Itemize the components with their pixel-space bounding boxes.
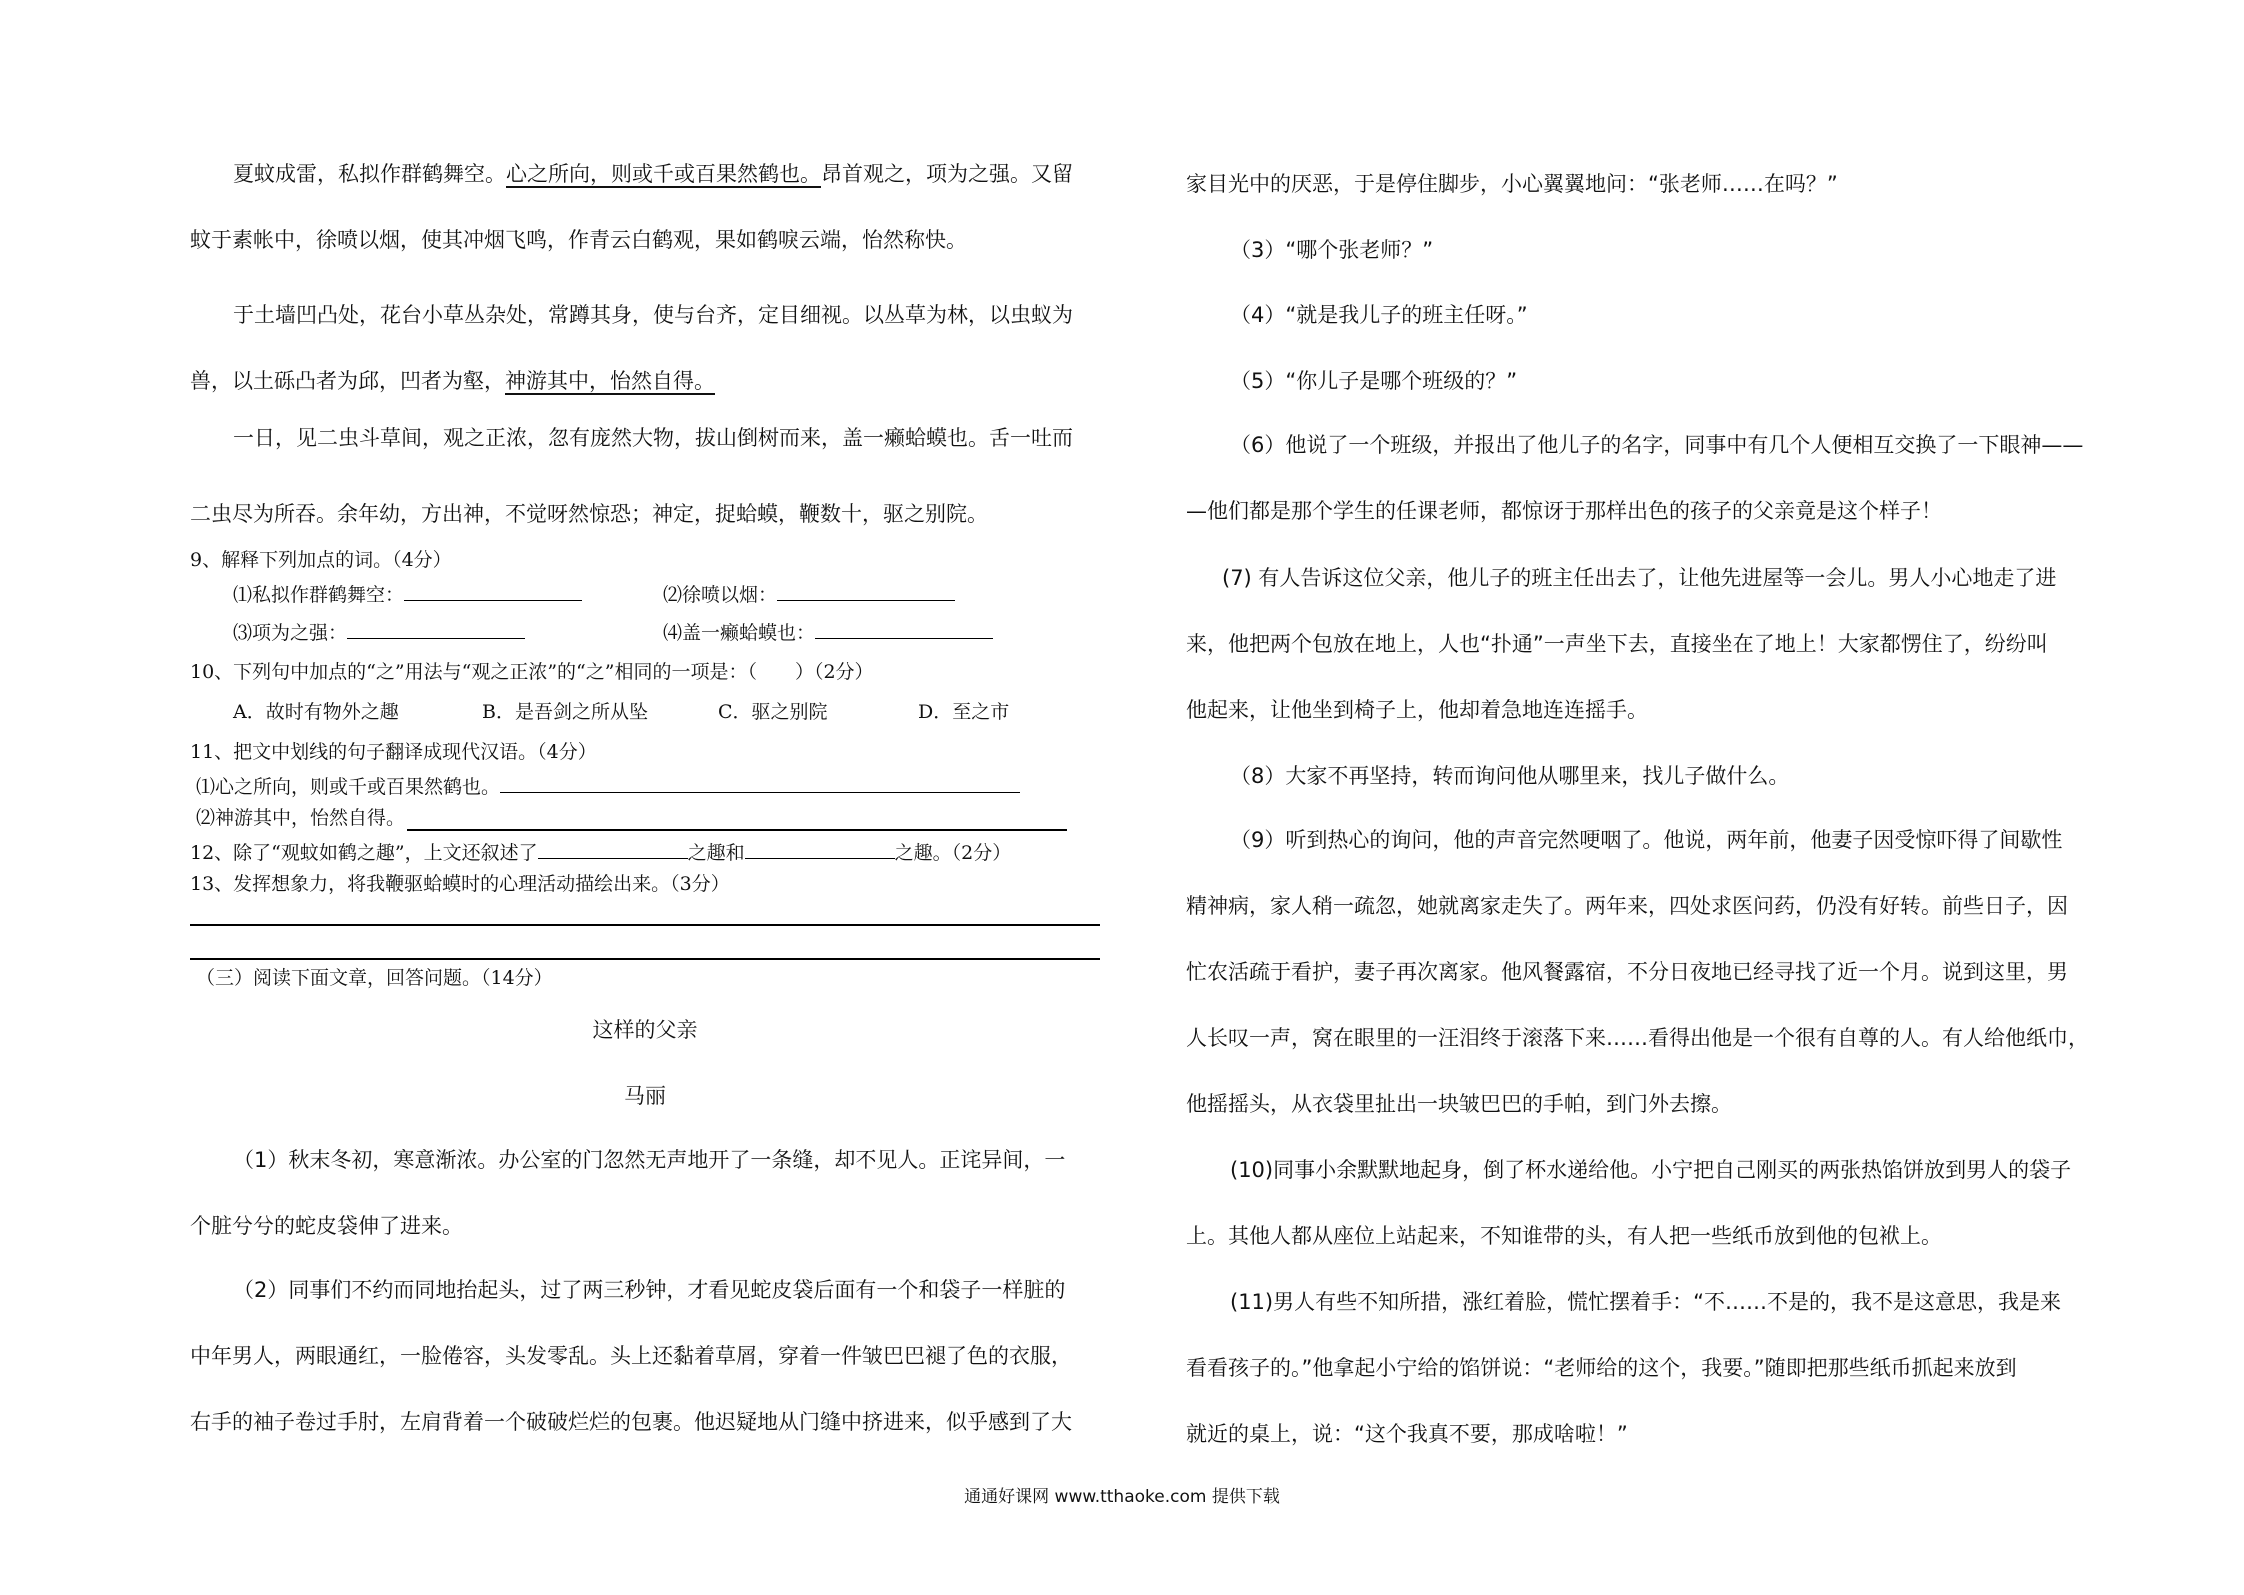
answer-blank[interactable] bbox=[347, 620, 525, 639]
question-9-c bbox=[233, 620, 525, 645]
article-r11-line1: (11)男人有些不知所措，涨红着脸，慌忙摆着手：“不……不是的，我不是这意思，我是来 bbox=[1230, 1290, 2061, 1314]
article-r9-line2: 精神病，家人稍一疏忽，她就离家走失了。两年来，四处求医问药，仍没有好转。前些日子，因 bbox=[1186, 894, 2068, 918]
article-author: 马丽 bbox=[624, 1084, 666, 1108]
article-r7-line1: (7) 有人告诉这位父亲，他儿子的班主任出去了，让他先进屋等一会儿。男人小心地走了进 bbox=[1222, 566, 2057, 590]
underlined-sentence-1: 心之所向，则或千或百果然鹤也。 bbox=[506, 162, 821, 186]
underlined-sentence-2: 神游其中，怡然自得。 bbox=[505, 369, 715, 393]
question-10-option-a[interactable]: A．故时有物外之趣 bbox=[233, 701, 399, 723]
passage-text: 夏蚊成雷，私拟作群鹤舞空。 bbox=[233, 162, 506, 186]
article-r10-line1: (10)同事小余默默地起身，倒了杯水递给他。小宁把自己刚买的两张热馅饼放到男人的袋子 bbox=[1230, 1158, 2072, 1182]
article-r3: （3）“哪个张老师？” bbox=[1230, 238, 1434, 262]
article-p2-line3: 右手的袖子卷过手肘，左肩背着一个破破烂烂的包裹。他迟疑地从门缝中挤进来，似乎感到了大 bbox=[190, 1410, 1072, 1434]
passage-text: 兽，以土砾凸者为邱，凹者为壑， bbox=[190, 369, 505, 393]
question-text: 之趣。（2分） bbox=[894, 842, 1012, 864]
passage-p2-line2 bbox=[190, 367, 715, 395]
page-footer: 通通好课网 www.tthaoke.com 提供下载 bbox=[964, 1487, 1280, 1507]
question-11-title: 11、把文中划线的句子翻译成现代汉语。（4分） bbox=[190, 741, 597, 763]
passage-p1-line2: 蚊于素帐中，徐喷以烟，使其冲烟飞鸣，作青云白鹤观，果如鹤唳云端，怡然称快。 bbox=[190, 228, 967, 252]
article-r11-line2: 看看孩子的。”他拿起小宁给的馅饼说：“老师给的这个，我要。”随即把那些纸币抓起来放到 bbox=[1186, 1356, 2017, 1380]
article-r11-line3: 就近的桌上，说：“这个我真不要，那成啥啦！” bbox=[1186, 1422, 1628, 1446]
answer-line[interactable] bbox=[190, 924, 1100, 926]
question-text: ⑵神游其中，怡然自得。 bbox=[196, 807, 406, 829]
article-r4: （4）“就是我儿子的班主任呀。” bbox=[1230, 303, 1528, 327]
passage-p2-line1: 于土墙凹凸处，花台小草丛杂处，常蹲其身，使与台齐，定目细视。以丛草为林，以虫蚁为 bbox=[233, 303, 1073, 327]
question-text: ⑵徐喷以烟： bbox=[663, 584, 778, 606]
article-p1-line2: 个脏兮兮的蛇皮袋伸了进来。 bbox=[190, 1214, 463, 1238]
article-r7-line3: 他起来，让他坐到椅子上，他却着急地连连摇手。 bbox=[1186, 698, 1648, 722]
article-r9-line4: 人长叹一声，窝在眼里的一汪泪终于滚落下来……看得出他是一个很有自尊的人。有人给他纸巾， bbox=[1186, 1026, 2089, 1050]
article-p2-line2: 中年男人，两眼通红，一脸倦容，头发零乱。头上还黏着草屑，穿着一件皱巴巴褪了色的衣服， bbox=[190, 1344, 1072, 1368]
question-9-b bbox=[663, 582, 955, 607]
question-9-title: 9、解释下列加点的词。（4分） bbox=[190, 549, 452, 571]
question-9-a bbox=[233, 582, 582, 607]
article-r6-line2: —他们都是那个学生的任课老师，都惊讶于那样出色的孩子的父亲竟是这个样子！ bbox=[1186, 499, 1942, 523]
question-11-a bbox=[196, 774, 1020, 799]
article-title: 这样的父亲 bbox=[592, 1018, 698, 1042]
answer-line[interactable] bbox=[407, 829, 1067, 831]
question-text: ⑴私拟作群鹤舞空： bbox=[233, 584, 405, 606]
question-10-option-b[interactable]: B．是吾剑之所从坠 bbox=[482, 701, 648, 723]
question-9-d bbox=[663, 620, 993, 645]
answer-blank[interactable] bbox=[777, 582, 955, 601]
article-r9-line1: （9）听到热心的询问，他的声音完然哽咽了。他说，两年前，他妻子因受惊吓得了间歇性 bbox=[1230, 828, 2063, 852]
article-r0: 家目光中的厌恶，于是停住脚步，小心翼翼地问：“张老师……在吗？” bbox=[1186, 172, 1838, 196]
article-r9-line5: 他摇摇头，从衣袋里扯出一块皱巴巴的手帕，到门外去擦。 bbox=[1186, 1092, 1732, 1116]
answer-blank[interactable] bbox=[538, 840, 688, 859]
question-10-title: 10、下列句中加点的“之”用法与“观之正浓”的“之”相同的一项是：（ ）（2分） bbox=[190, 661, 874, 683]
article-p2-line1: （2）同事们不约而同地抬起头，过了两三秒钟，才看见蛇皮袋后面有一个和袋子一样脏的 bbox=[233, 1278, 1066, 1302]
passage-p3-line2: 二虫尽为所吞。余年幼，方出神，不觉呀然惊恐；神定，捉蛤蟆，鞭数十，驱之别院。 bbox=[190, 502, 988, 526]
passage-p1-line1 bbox=[233, 160, 1073, 188]
question-10-option-d[interactable]: D．至之市 bbox=[918, 701, 1010, 723]
question-12 bbox=[190, 840, 1011, 865]
article-r5: （5）“你儿子是哪个班级的？” bbox=[1230, 369, 1518, 393]
question-10-option-c[interactable]: C．驱之别院 bbox=[718, 701, 828, 723]
answer-line[interactable] bbox=[190, 958, 1100, 960]
question-text: ⑶项为之强： bbox=[233, 622, 348, 644]
answer-blank[interactable] bbox=[404, 582, 582, 601]
question-11-b bbox=[196, 806, 405, 830]
article-r6-line1: （6）他说了一个班级，并报出了他儿子的名字，同事中有几个人便相互交换了一下眼神—— bbox=[1230, 433, 2084, 457]
passage-p3-line1: 一日，见二虫斗草间，观之正浓，忽有庞然大物，拔山倒树而来，盖一癞蛤蟆也。舌一吐而 bbox=[233, 426, 1073, 450]
section-3-heading: （三）阅读下面文章，回答问题。（14分） bbox=[196, 967, 553, 989]
answer-blank[interactable] bbox=[815, 620, 993, 639]
answer-blank[interactable] bbox=[745, 840, 895, 859]
article-r8: （8）大家不再坚持，转而询问他从哪里来，找儿子做什么。 bbox=[1230, 764, 1790, 788]
question-text: ⑷盖一癞蛤蟆也： bbox=[663, 622, 816, 644]
article-r10-line2: 上。其他人都从座位上站起来，不知谁带的头，有人把一些纸币放到他的包袱上。 bbox=[1186, 1224, 1942, 1248]
question-13: 13、发挥想象力，将我鞭驱蛤蟆时的心理活动描绘出来。（3分） bbox=[190, 873, 730, 895]
article-r7-line2: 来，他把两个包放在地上，人也“扑通”一声坐下去，直接坐在了地上！大家都愣住了，纷纷叫 bbox=[1186, 632, 2048, 656]
question-text: ⑴心之所向，则或千或百果然鹤也。 bbox=[196, 776, 501, 798]
question-text: 12、除了“观蚊如鹤之趣”，上文还叙述了 bbox=[190, 842, 538, 864]
answer-blank[interactable] bbox=[500, 774, 1020, 793]
passage-text: 昂首观之，项为之强。又留 bbox=[821, 162, 1073, 186]
question-text: 之趣和 bbox=[687, 842, 745, 864]
article-p1-line1: （1）秋末冬初，寒意渐浓。办公室的门忽然无声地开了一条缝，却不见人。正诧异间，一 bbox=[233, 1148, 1066, 1172]
article-r9-line3: 忙农活疏于看护，妻子再次离家。他风餐露宿，不分日夜地已经寻找了近一个月。说到这里，男 bbox=[1186, 960, 2068, 984]
